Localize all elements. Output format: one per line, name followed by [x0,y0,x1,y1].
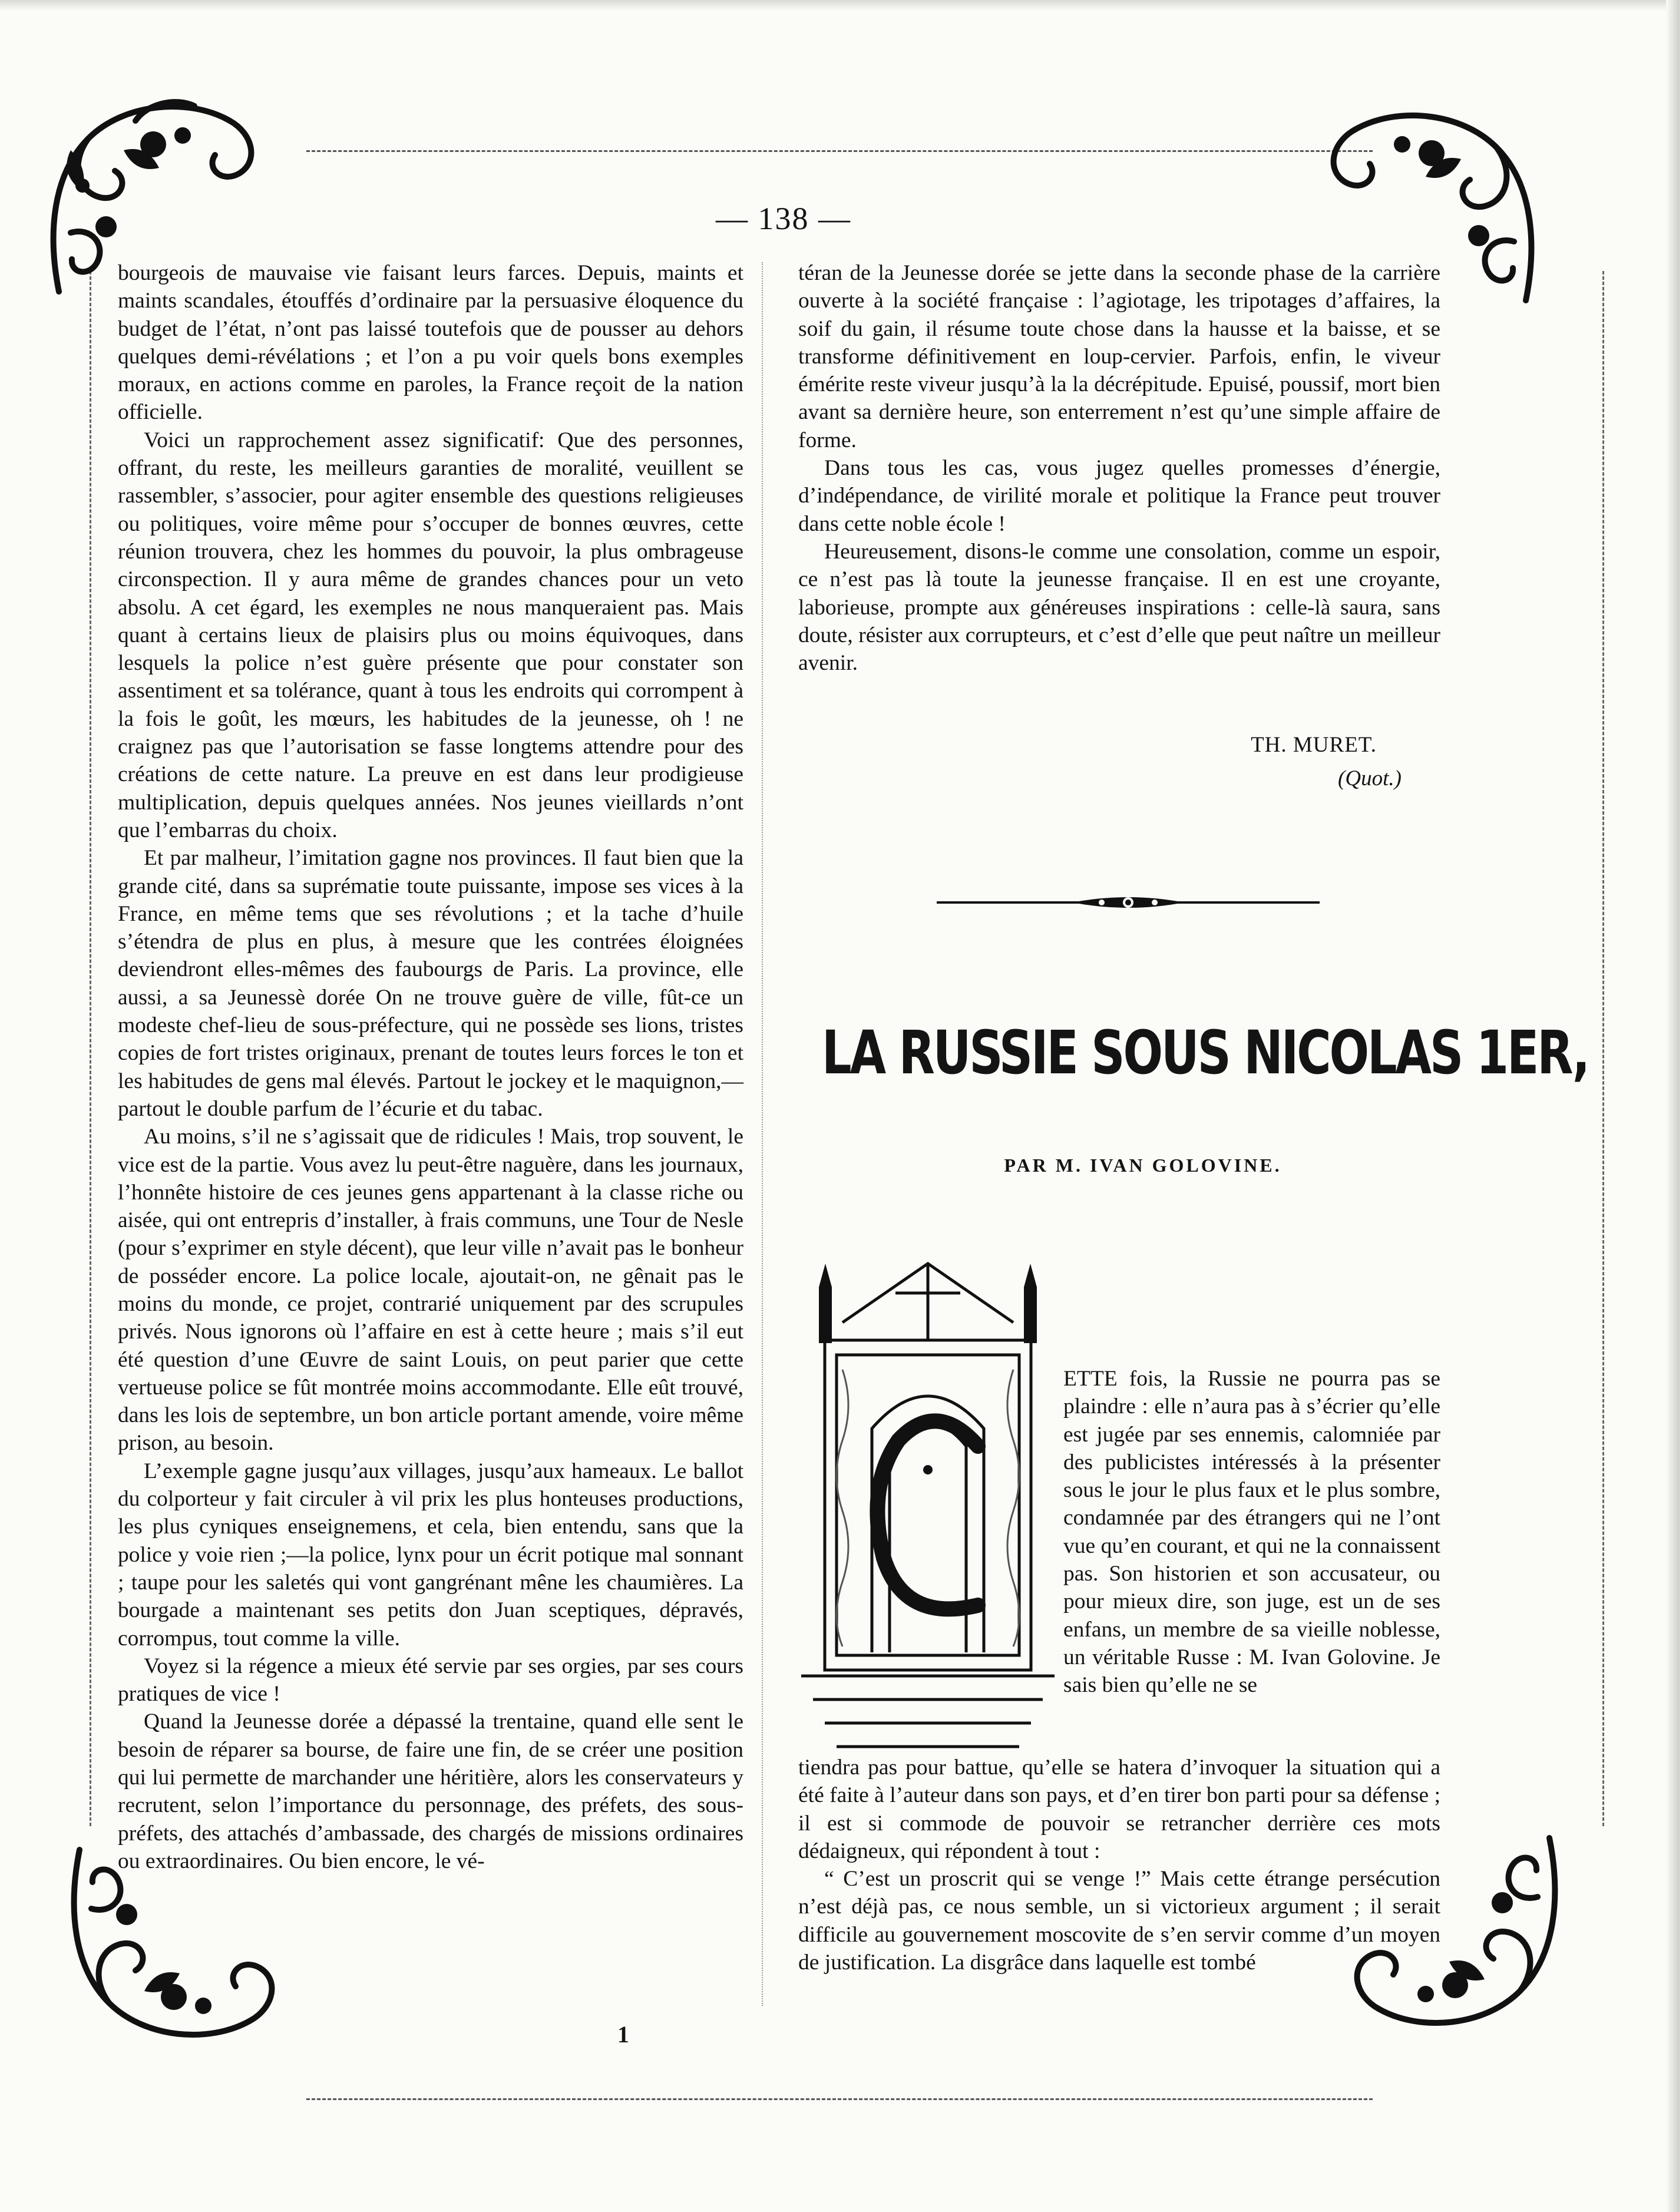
paragraph: Voyez si la régence a mieux été servie par ses orgies, par ses cours pratiques de vice ! [118,1654,743,1707]
page-top-edge [0,0,1679,11]
source-attribution: (Quot.) [1338,766,1402,791]
paragraph: “ C’est un proscrit qui se venge !” Mais cette étrange persécution n’est déjà pas, ce nous semble, un si victorieux argument ; il serait difficile au gouvernement moscovite de s’en servir comme d’un moyen de justification. La disgrâce dans laquelle est tombé [798,1867,1440,1975]
rule-ornament-icon [937,891,1320,914]
right-column-continued [798,259,1440,677]
border-rule-left [90,271,91,1826]
paragraph: Et par malheur, l’imitation gagne nos provinces. Il faut bien que la grande cité, dans sa suprématie toute puissante, impose ses vices à la France, en même tems que ses révolutions ; et la tache d’huile s’étendra de plus en plus, à mesure que les contrées éloignées deviendront elles-mêmes des faubourgs de Paris. La province, elle aussi, a sa Jeunessè dorée On ne trouve guère de ville, fût-ce un modeste chef-lieu de sous-préfecture, qui ne possède ses lions, tristes copies de fort tristes originaux, prenant de toutes leurs forces le ton et les habitudes de gens mal élevés. Partout le jockey et le maquignon,—partout le double parfum de l’écurie et du tabac. [118,846,743,1121]
author-signature: TH. MURET. [1251,733,1377,757]
paragraph: bourgeois de mauvaise vie faisant leurs farces. Depuis, maints et maints scandales, étouffés d’ordinaire par la persuasive éloquence du budget de l’état, n’ont pas laissé toutefois que de pousser au dehors quelques demi-révélations ; et l’on a pu voir quels bons exemples moraux, en actions comme en paroles, la France reçoit de la nation officielle. [118,261,743,425]
left-column [118,259,743,1875]
page-number: — 138 — [716,201,851,236]
paragraph: Heureusement, disons-le comme une consolation, comme un espoir, ce n’est pas là toute la jeunesse française. Il en est une croyante, laborieuse, prompte aux généreuses inspirations : celle-là saura, sans doute, résister aux corrupteurs, et c’est d’elle que peut naître un meilleur avenir. [798,539,1440,676]
opening-paragraph [1063,1365,1440,1699]
signature-mark: 1 [617,2021,629,2048]
page-right-edge [1666,0,1679,2212]
article-byline: PAR M. IVAN GOLOVINE. [1004,1155,1282,1176]
article-headline: LA RUSSIE SOUS NICOLAS 1ER, [822,1018,1588,1088]
paragraph: ETTE fois, la Russie ne pourra pas se plaindre : elle n’aura pas à s’écrier qu’elle est jugée par ses ennemis, calomniée par des publicistes intéressés à la présenter sous le jour le plus faux et le plus sombre, condamnée par des étrangers qui ne l’ont vue qu’en courant, et qui ne la connaissent pas. Son historien et son accusateur, ou pour mieux dire, son juge, est un de ses enfans, un membre de sa vieille noblesse, un véritable Russe : M. Ivan Golovine. Je sais bien qu’elle ne se [1063,1367,1440,1698]
paragraph: Quand la Jeunesse dorée a dépassé la trentaine, quand elle sent le besoin de réparer sa bourse, de faire une fin, de se créer une position qui lui permette de marchander une héritière, alors les conservateurs y recrutent, selon l’importance du personnage, des préfets, des sous-préfets, des attachés d’ambassade, des chargés de missions ordinaires ou extraordinaires. Ou bien encore, le vé- [118,1710,743,1873]
border-rule-bottom [306,2098,1373,2100]
paragraph: Au moins, s’il ne s’agissait que de ridicules ! Mais, trop souvent, le vice est de la partie. Vous avez lu peut-être naguère, dans les journaux, l’honnête histoire de ces jeunes gens appartenant à la classe riche ou aisée, qui ont entrepris d’installer, à frais communs, une Tour de Nesle (pour s’exprimer en style décent), que leur ville n’avait pas le bonheur de posséder encore. La police locale, ajoutait-on, ne gênait pas le moins du monde, ce projet, contrarié uniquement par des scrupules privés. Nous ignorons où l’affaire en est à cette heure ; mais s’il eut été question d’une Œuvre de saint Louis, on peut parier que cette vertueuse police se fût montrée moins accommodante. Elle eût trouvé, dans les lois de septembre, un bon article portant amende, voire même prison, au besoin. [118,1125,743,1456]
paragraph: téran de la Jeunesse dorée se jette dans la seconde phase de la carrière ouverte à la société française : l’agiotage, les tripotages d’affaires, la soif du gain, il résume toute chose dans la hausse et la baisse, et se transforme définitivement en loup-cervier. Parfois, enfin, le viveur émérite reste viveur jusqu’à la la décrépitude. Epuisé, poussif, mort bien avant sa dernière heure, son enterrement n’est qu’une simple affaire de forme. [798,261,1440,452]
paragraph: Dans tous les cas, vous jugez quelles promesses d’énergie, d’indépendance, de virilité morale et politique la France peut trouver dans cette noble école ! [798,456,1440,536]
gothic-initial-c-icon [801,1252,1055,1758]
border-rule-right [1602,271,1604,1826]
ornamental-separator [937,891,1320,914]
column-divider [762,262,763,2006]
paragraph: L’exemple gagne jusqu’aux villages, jusqu’aux hameaux. Le ballot du colporteur y fait circuler à vil prix les plus honteuses productions, les plus cyniques enseignemens, et cela, bien entendu, sans que la police y voie rien ;—la police, lynx pour un écrit potique mal sonnant ; taupe pour les saletés qui vont gangrénant mêne les chaumières. La bourgade a maintenant ses petits don Juan sceptiques, dépravés, corrompus, tout comme la ville. [118,1459,743,1651]
paragraph: tiendra pas pour battue, qu’elle se hatera d’invoquer la situation qui a été faite à l’auteur dans son pays, et d’en tirer bon parti pour sa défense ; il est si commode de pouvoir se retrancher derrière ces mots dédaigneux, qui répondent à tout : [798,1755,1440,1863]
illuminated-drop-cap [801,1252,1055,1758]
border-rule-top [306,150,1373,152]
paragraph: Voici un rapprochement assez significatif: Que des personnes, offrant, du reste, les meilleurs garanties de moralité, veuillent se rassembler, s’associer, pour agiter ensemble des questions religieuses ou politiques, voire même pour s’occuper de bonnes œuvres, cette réunion trouvera, chez les hommes du pouvoir, la plus ombrageuse circonspection. Il y aura même de grandes chances pour un veto absolu. A cet égard, les exemples ne nous manqueraient pas. Mais quant à certains lieux de plaisirs plus ou moins équivoques, dans lesquels la police n’est guère présente que pour constater son assentiment et sa tolérance, quant à tous les endroits qui corrompent à la fois le goût, les mœurs, les habitudes de la jeunesse, oh ! ne craignez pas que l’autorisation se fasse longtems attendre pour des créations de cette nature. La preuve en est dans leur prodigieuse multiplication, depuis quelques années. Nos jeunes vieillards n’ont que l’embarras du choix. [118,428,743,842]
article-body [798,1754,1440,1976]
